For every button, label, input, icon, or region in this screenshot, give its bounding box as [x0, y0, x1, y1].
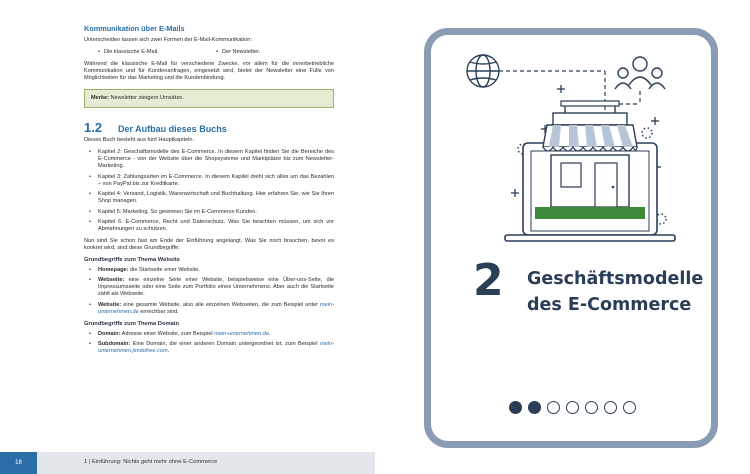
list-item: • Kapitel 4: Versand, Logistik, Warenwirtschaft und Buchhaltung. Hier erfahren Sie, wie Sie Ihren Shop managen.	[84, 191, 334, 206]
section-title: Der Aufbau dieses Buchs	[118, 124, 227, 135]
term-label: Homepage:	[98, 266, 129, 273]
term-text: eine einzelne Seite einer Website, beispielsweise eine Über-uns-Seite, die Impressumsseite oder eine Seite zum Portfolio eines Unternehmens. Aber auch die Startseite zählt als Webseite.	[98, 276, 334, 298]
term-text: Eine Domain, die einer anderen Domain untergeordnet ist, zum Beispiel	[130, 340, 320, 347]
chapter-title-line2: des E-Commerce	[527, 295, 692, 315]
progress-dot	[585, 401, 598, 414]
book-intro: Dieses Buch besteht aus fünf Hauptkapiteln.	[84, 137, 195, 144]
term-text: die Startseite einer Website.	[128, 266, 200, 273]
term-label: Subdomain:	[98, 340, 131, 347]
progress-dot	[566, 401, 579, 414]
terms-intro: Nun sind Sie schon fast am Ende der Einführung angelangt. Was Sie noch brauchen, bevor es konkret wird, sind diese Grundbegriffe:	[84, 237, 334, 251]
progress-dot	[604, 401, 617, 414]
list-item: • Kapitel 5: Marketing. So gewinnen Sie im E-Commerce Kunden.	[84, 209, 334, 216]
example-link[interactable]: mein-unternehmen.de	[214, 330, 269, 337]
list-item	[84, 302, 334, 317]
example-link[interactable]: mein-unternehmen.jimdofree.com	[98, 340, 334, 355]
term-text: Adresse einer Website, zum Beispiel	[120, 330, 215, 337]
term-text-end: .	[167, 348, 170, 355]
list-item: • Kapitel 6: E-Commerce, Recht und Datenschutz. Was Sie beachten müssen, um sich vor Abmahnungen zu schützen.	[84, 219, 334, 234]
list-item	[84, 331, 334, 338]
website-terms-list	[84, 267, 334, 317]
chapter-title-line1: Geschäftsmodelle	[527, 269, 704, 289]
email-form-item: • Die klassische E-Mail.	[98, 49, 216, 56]
list-item	[84, 341, 334, 356]
chapter-card	[424, 28, 718, 448]
email-heading: Kommunikation über E-Mails	[84, 24, 185, 33]
progress-dot	[528, 401, 541, 414]
chapter-number: 2	[473, 255, 504, 306]
term-text: eine gesamte Website, also alle einzelnen Webseiten, die zum Beispiel unter	[121, 301, 320, 308]
email-forms-list	[98, 49, 334, 56]
term-text-end: .	[268, 330, 271, 337]
users-icon	[615, 57, 665, 89]
list-item: • Kapitel 3: Zahlungsarten im E-Commerce. In diesem Kapitel dreht sich alles um das Bezahlen – von PayPal bis zur Kreditkarte.	[84, 174, 334, 189]
note-label: Merke:	[91, 94, 110, 101]
section-number: 1.2	[84, 120, 103, 136]
domain-terms-heading: Grundbegriffe zum Thema Domain	[84, 321, 180, 328]
list-item	[84, 277, 334, 299]
chapter-list	[84, 149, 334, 234]
page-number: 18	[0, 452, 37, 474]
website-terms-heading: Grundbegriffe zum Thema Website	[84, 257, 180, 264]
term-text-end: erreichbar sind.	[138, 309, 179, 316]
email-form-item: • Der Newsletter.	[216, 49, 334, 56]
progress-dot	[623, 401, 636, 414]
page-content	[84, 25, 334, 360]
list-item: • Kapitel 2: Geschäftsmodelle des E-Commerce. In diesem Kapitel finden Sie die Bereiche des E-Commerce - von der Website über die Shopsysteme und Marktplätze bis zum Newsletter-Marketing.	[84, 149, 334, 171]
section-heading	[84, 120, 334, 136]
term-label: Webseite:	[98, 276, 125, 283]
globe-icon	[467, 55, 499, 87]
note-text: Newsletter steigern Umsätze.	[110, 94, 184, 101]
example-link[interactable]: mein-unternehmen.de	[98, 301, 334, 316]
progress-dot	[509, 401, 522, 414]
progress-dot	[547, 401, 560, 414]
shop-icon	[535, 101, 645, 219]
term-label: Domain:	[98, 330, 121, 337]
chapter-title	[527, 266, 703, 318]
running-footer: 1 | Einführung: Nichts geht mehr ohne E-Commerce	[84, 459, 218, 465]
shop-illustration	[465, 49, 687, 249]
chapter-progress-dots	[509, 401, 636, 414]
term-label: Website:	[98, 301, 122, 308]
note-box	[84, 89, 334, 108]
domain-terms-list	[84, 331, 334, 356]
email-intro: Unterscheiden lassen sich zwei Formen der E-Mail-Kommunikation:	[84, 37, 252, 44]
list-item	[84, 267, 334, 274]
email-paragraph: Während die klassische E-Mail für verschiedene Zwecke, vor allem für die innerbetriebliche Kommunikation und für Kundenanfragen, eingesetzt wird, bietet der Newsletter eine Fülle von Möglichkeiten für das Marketing und die Kundenbindung.	[84, 60, 334, 82]
